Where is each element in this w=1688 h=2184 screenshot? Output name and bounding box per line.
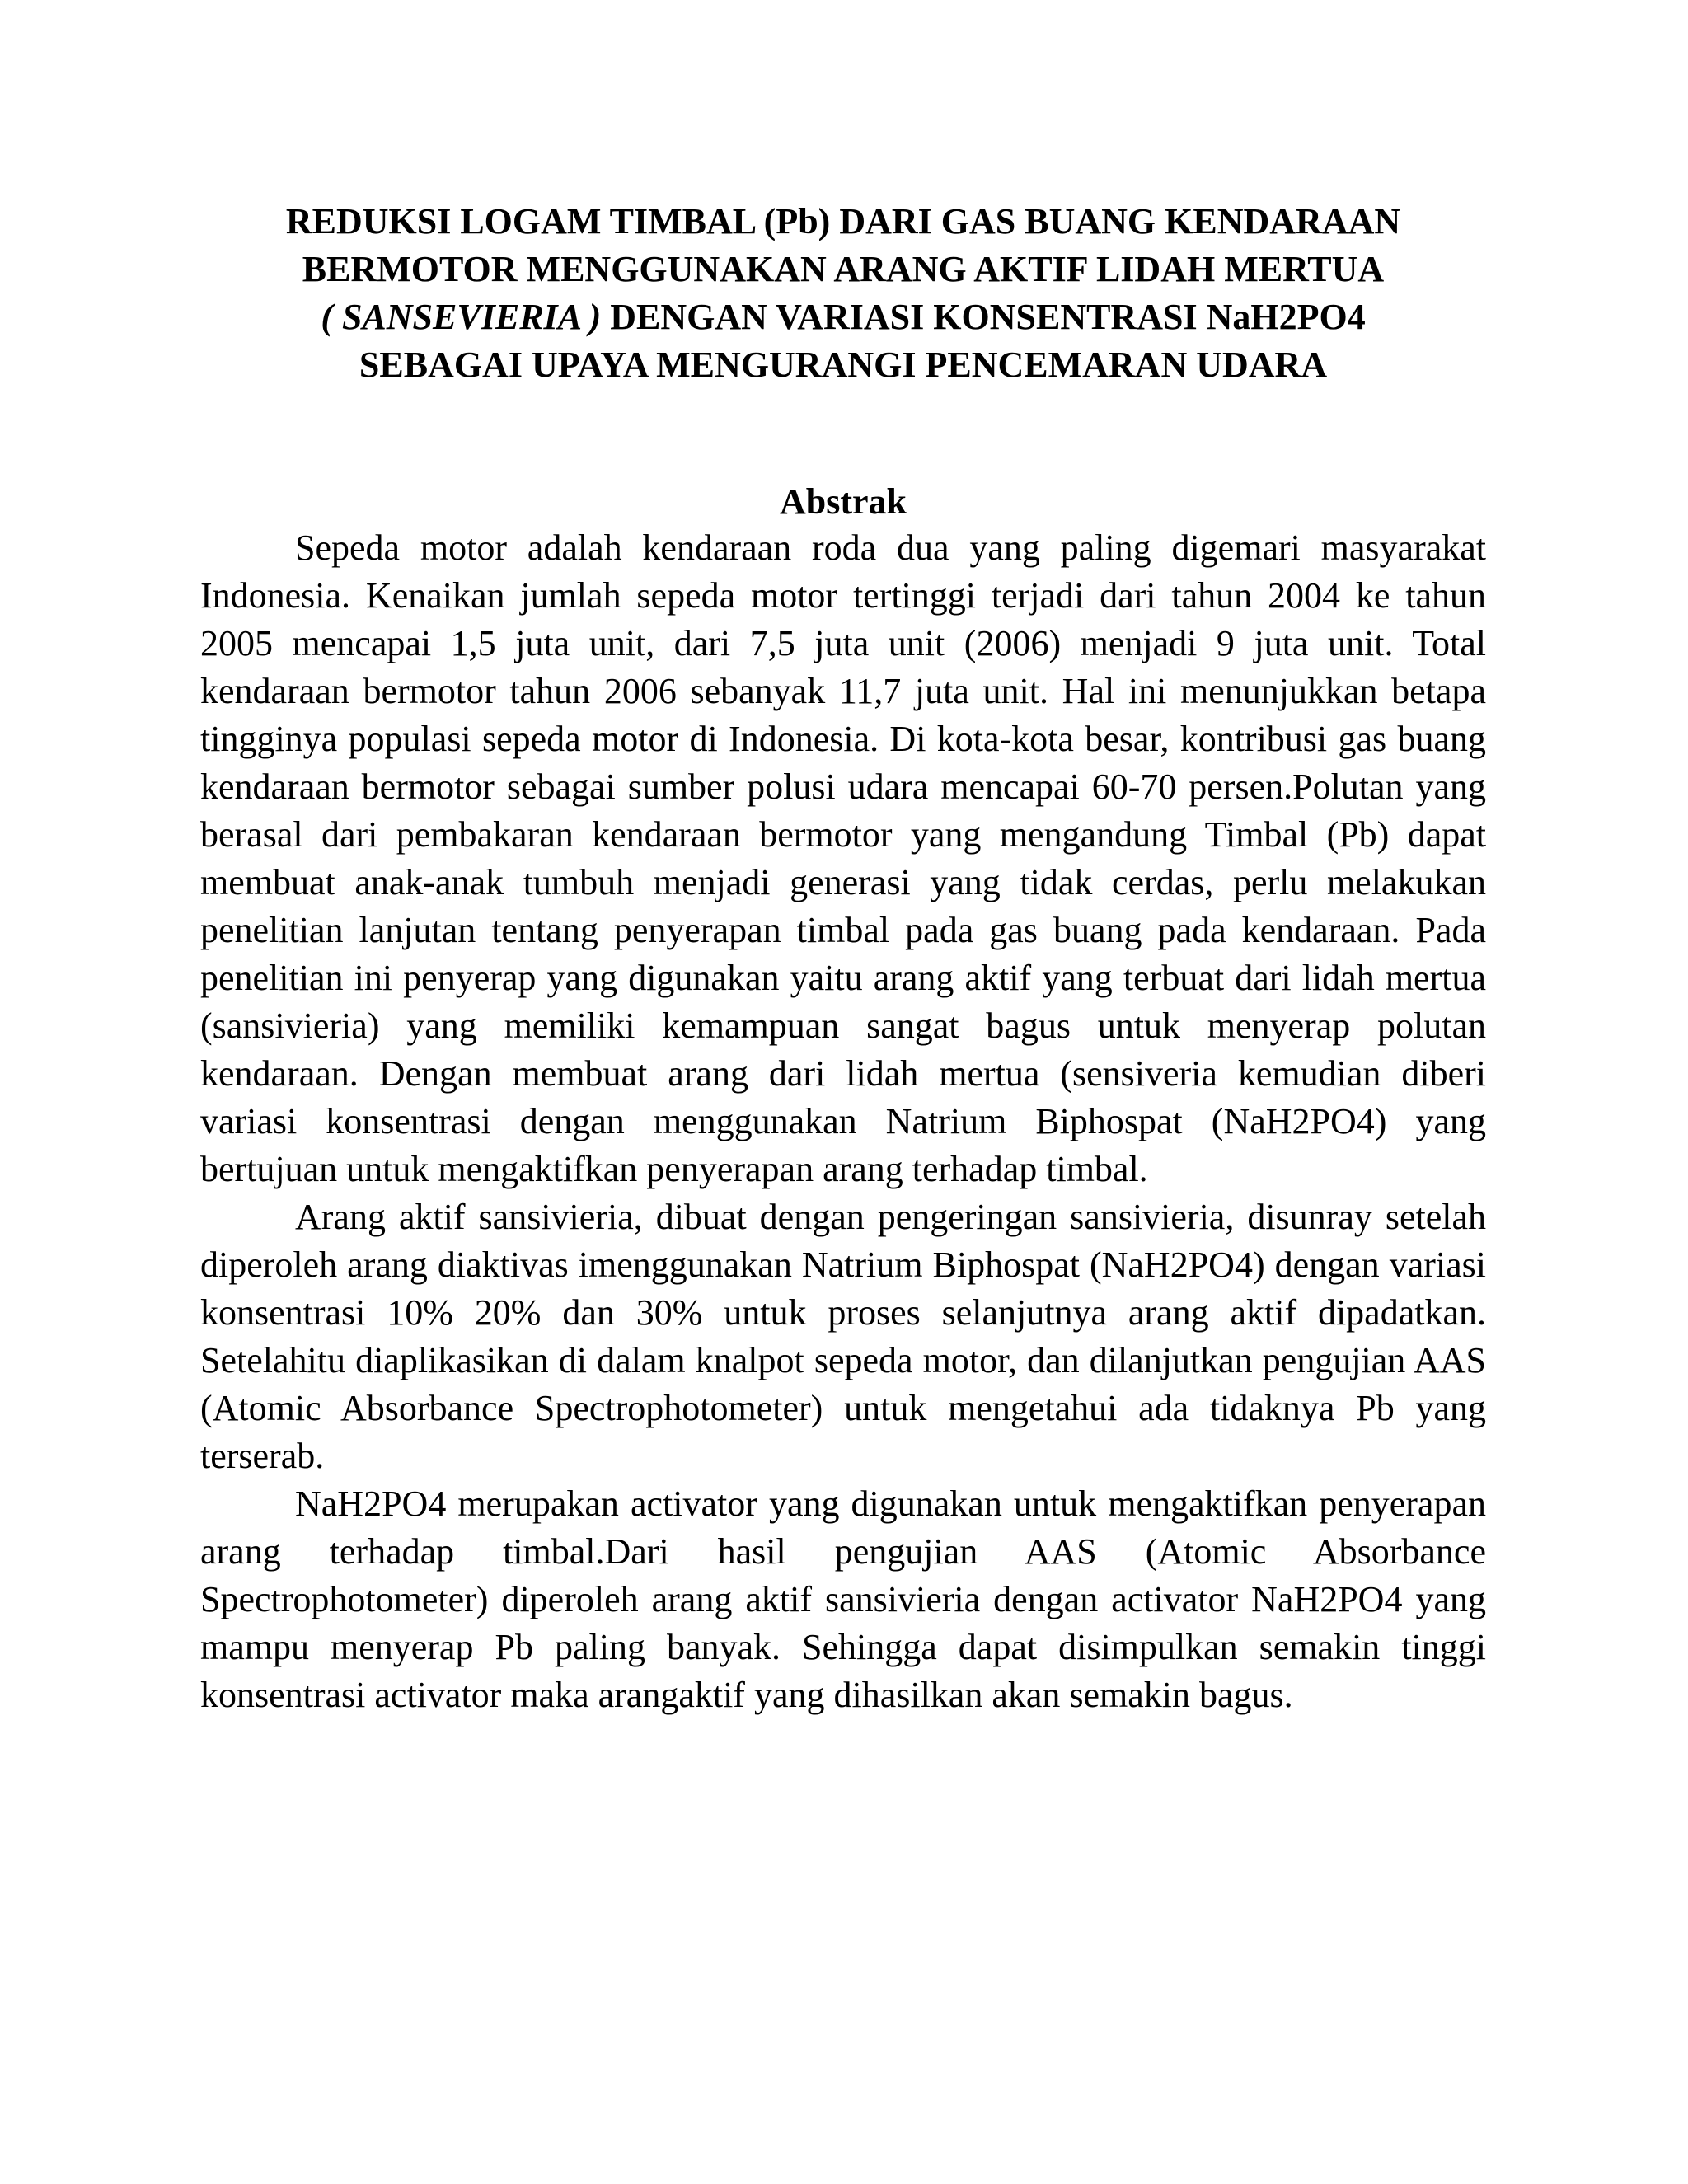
title-line-1: REDUKSI LOGAM TIMBAL (Pb) DARI GAS BUANG KENDARAAN [285,201,1401,241]
abstract-heading: Abstrak [779,481,907,522]
title-species-name: ( SANSEVIERIA ) [321,297,602,337]
title-line-3-rest: DENGAN VARIASI KONSENTRASI NaH2PO4 [601,297,1366,337]
abstract-paragraph-1: Sepeda motor adalah kendaraan roda dua yang paling digemari masyarakat Indonesia. Kenaikan jumlah sepeda motor tertinggi terjadi dari tahun 2004 ke tahun 2005 mencapai 1,5 juta unit, dari 7,5 juta unit (2006) menjadi 9 juta unit. Total kendaraan bermotor tahun 2006 sebanyak 11,7 juta unit. Hal ini menunjukkan betapa tingginya populasi sepeda motor di Indonesia. Di kota-kota besar, kontribusi gas buang kendaraan bermotor sebagai sumber polusi udara mencapai 60-70 persen.Polutan yang berasal dari pembakaran kendaraan bermotor yang mengandung Timbal (Pb) dapat membuat anak-anak tumbuh menjadi generasi yang tidak cerdas, perlu melakukan penelitian lanjutan tentang penyerapan timbal pada gas buang pada kendaraan. Pada penelitian ini penyerap yang digunakan yaitu arang aktif yang terbuat dari lidah mertua (sansivieria) yang memiliki kemampuan sangat bagus untuk menyerap polutan kendaraan. Dengan membuat arang dari lidah mertua (sensiveria kemudian diberi variasi konsentrasi dengan menggunakan Natrium Biphospat (NaH2PO4) yang bertujuan untuk mengaktifkan penyerapan arang terhadap timbal. [200,527,1486,1189]
title-line-2: BERMOTOR MENGGUNAKAN ARANG AKTIF LIDAH MERTUA [302,249,1385,289]
abstract-paragraph-2: Arang aktif sansivieria, dibuat dengan pengeringan sansivieria, disunray setelah diperoleh arang diaktivas imenggunakan Natrium Biphospat (NaH2PO4) dengan variasi konsentrasi 10% 20% dan 30% untuk proses selanjutnya arang aktif dipadatkan. Setelahitu diaplikasikan di dalam knalpot sepeda motor, dan dilanjutkan pengujian AAS (Atomic Absorbance Spectrophotometer) untuk mengetahui ada tidaknya Pb yang terserab. [200,1197,1486,1476]
document-title [200,198,1486,389]
title-line-4: SEBAGAI UPAYA MENGURANGI PENCEMARAN UDARA [359,344,1328,385]
abstract-paragraph-3: NaH2PO4 merupakan activator yang digunakan untuk mengaktifkan penyerapan arang terhadap timbal.Dari hasil pengujian AAS (Atomic Absorbance Spectrophotometer) diperoleh arang aktif sansivieria dengan activator NaH2PO4 yang mampu menyerap Pb paling banyak. Sehingga dapat disimpulkan semakin tinggi konsentrasi activator maka arangaktif yang dihasilkan akan semakin bagus. [200,1483,1486,1715]
document-page [200,198,1486,1715]
title-line-3 [200,293,1486,341]
abstract-body [200,524,1486,1719]
